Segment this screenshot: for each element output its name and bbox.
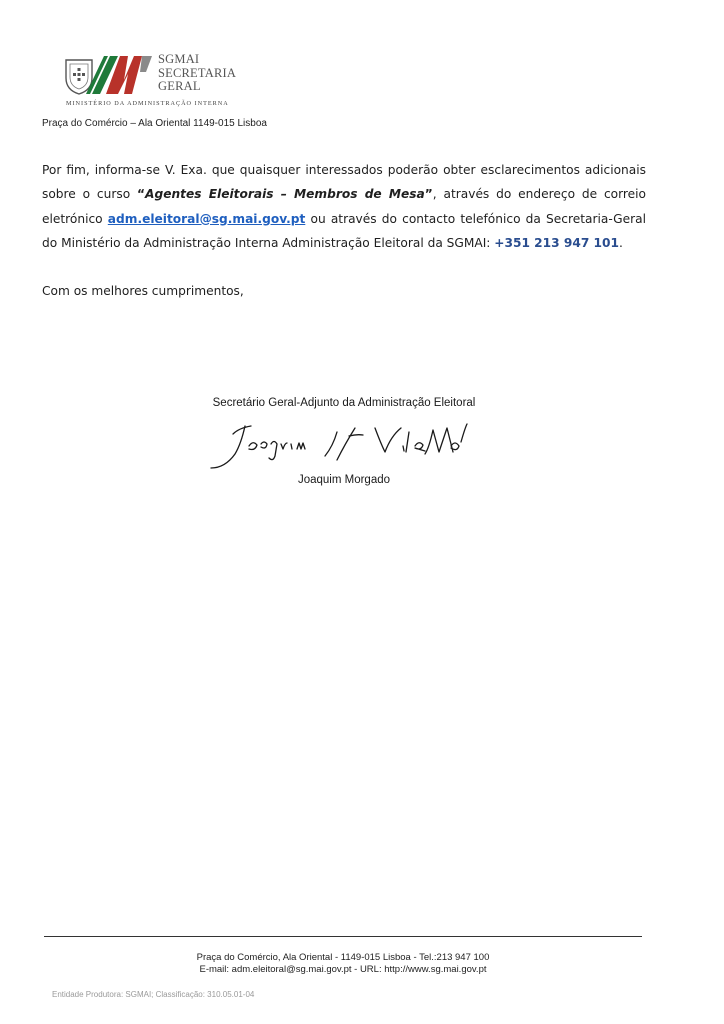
paragraph-end: . xyxy=(618,235,623,250)
email-link[interactable]: adm.eleitoral@sg.mai.gov.pt xyxy=(107,211,306,226)
course-title xyxy=(137,187,433,201)
course-close-quote: ” xyxy=(424,187,433,202)
header-address: Praça do Comércio – Ala Oriental 1149-015 Lisboa xyxy=(42,118,267,129)
brand-name xyxy=(158,53,236,94)
sgmai-logo xyxy=(62,50,252,112)
closing-salutation: Com os melhores cumprimentos, xyxy=(42,284,244,298)
footer-divider xyxy=(44,936,642,937)
brand-line-3: GERAL xyxy=(158,79,201,93)
signatory-role: Secretário Geral-Adjunto da Administração Eleitoral xyxy=(212,397,476,409)
course-title-text: Agentes Eleitorais – Membros de Mesa xyxy=(145,187,425,202)
paragraph-text-cont: ou através do contacto telefónico da Secretaria-Geral do Ministério da Administração Interna Administração Eleitoral da SGMAI: xyxy=(42,211,646,250)
body-paragraph xyxy=(42,158,646,255)
footer-address: Praça do Comércio, Ala Oriental - 1149-015 Lisboa - Tel.:213 947 100 xyxy=(196,952,490,963)
signatory-name: Joaquim Morgado xyxy=(297,474,391,486)
handwritten-signature xyxy=(205,414,470,479)
course-open-quote: “ xyxy=(137,187,146,202)
brand-line-2: SECRETARIA xyxy=(158,65,237,80)
coat-of-arms-emblem-icon xyxy=(62,50,154,96)
paragraph-text-start: Por fim, informa-se V. Exa. que quaisquer interessados poderão obter esclarecimentos adicionais sobre o curso xyxy=(42,163,646,202)
brand-line-1: SGMAI xyxy=(158,52,200,66)
paragraph-text-mid: , através do endereço de correio eletrónico xyxy=(42,187,646,226)
document-classification: Entidade Produtora: SGMAI; Classificação: 310.05.01-04 xyxy=(52,990,255,999)
footer-contact: E-mail: adm.eleitoral@sg.mai.gov.pt - URL: http://www.sg.mai.gov.pt xyxy=(199,964,487,975)
ministry-name: MINISTÉRIO DA ADMINISTRAÇÃO INTERNA xyxy=(66,100,229,107)
phone-number: +351 213 947 101 xyxy=(494,235,619,250)
